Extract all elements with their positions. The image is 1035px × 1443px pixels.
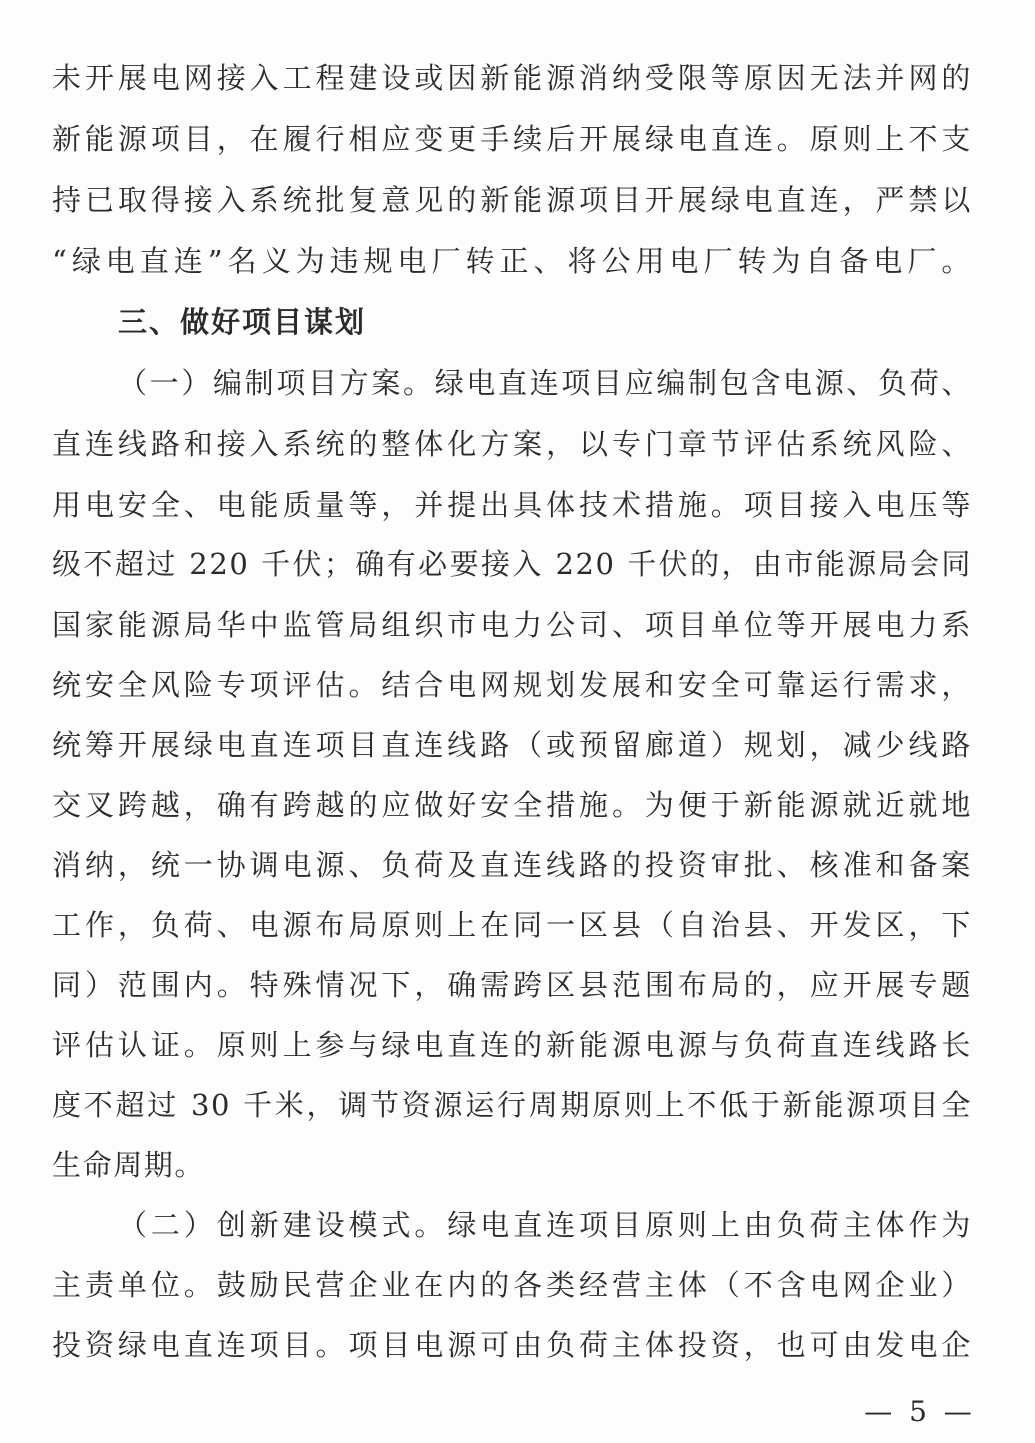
text-line: 统安全风险专项评估。结合电网规划发展和安全可靠运行需求， bbox=[52, 668, 972, 702]
text-line: 持已取得接入系统批复意见的新能源项目开展绿电直连，严禁以 bbox=[52, 183, 972, 217]
text-line: （一）编制项目方案。绿电直连项目应编制包含电源、负荷、 bbox=[118, 366, 972, 400]
text-line: （二）创新建设模式。绿电直连项目原则上由负荷主体作为 bbox=[118, 1208, 972, 1242]
page-number: — 5 — bbox=[864, 1395, 976, 1428]
text-line: 同）范围内。特殊情况下，确需跨区县范围布局的，应开展专题 bbox=[52, 968, 972, 1002]
text-line: 交叉跨越，确有跨越的应做好安全措施。为便于新能源就近就地 bbox=[52, 788, 972, 822]
text-line: 直连线路和接入系统的整体化方案，以专门章节评估系统风险、 bbox=[52, 427, 972, 461]
text-line: 度不超过 30 千米，调节资源运行周期原则上不低于新能源项目全 bbox=[52, 1088, 972, 1122]
section-heading: 三、做好项目谋划 bbox=[118, 305, 367, 339]
text-line: 投资绿电直连项目。项目电源可由负荷主体投资，也可由发电企 bbox=[52, 1328, 972, 1362]
text-line: 未开展电网接入工程建设或因新能源消纳受限等原因无法并网的 bbox=[52, 61, 972, 95]
text-line: 用电安全、电能质量等，并提出具体技术措施。项目接入电压等 bbox=[52, 488, 972, 522]
text-line: 评估认证。原则上参与绿电直连的新能源电源与负荷直连线路长 bbox=[52, 1028, 972, 1062]
text-line: 级不超过 220 千伏；确有必要接入 220 千伏的，由市能源局会同 bbox=[52, 547, 972, 581]
text-line: 工作，负荷、电源布局原则上在同一区县（自治县、开发区，下 bbox=[52, 908, 972, 942]
text-line: “绿电直连”名义为违规电厂转正、将公用电厂转为自备电厂。 bbox=[52, 244, 972, 278]
text-line: 新能源项目，在履行相应变更手续后开展绿电直连。原则上不支 bbox=[52, 122, 972, 156]
text-line: 消纳，统一协调电源、负荷及直连线路的投资审批、核准和备案 bbox=[52, 848, 972, 882]
text-line: 主责单位。鼓励民营企业在内的各类经营主体（不含电网企业） bbox=[52, 1268, 972, 1302]
text-line: 生命周期。 bbox=[52, 1148, 206, 1182]
text-line: 国家能源局华中监管局组织市电力公司、项目单位等开展电力系 bbox=[52, 608, 972, 642]
text-line: 统筹开展绿电直连项目直连线路（或预留廊道）规划，减少线路 bbox=[52, 728, 972, 762]
